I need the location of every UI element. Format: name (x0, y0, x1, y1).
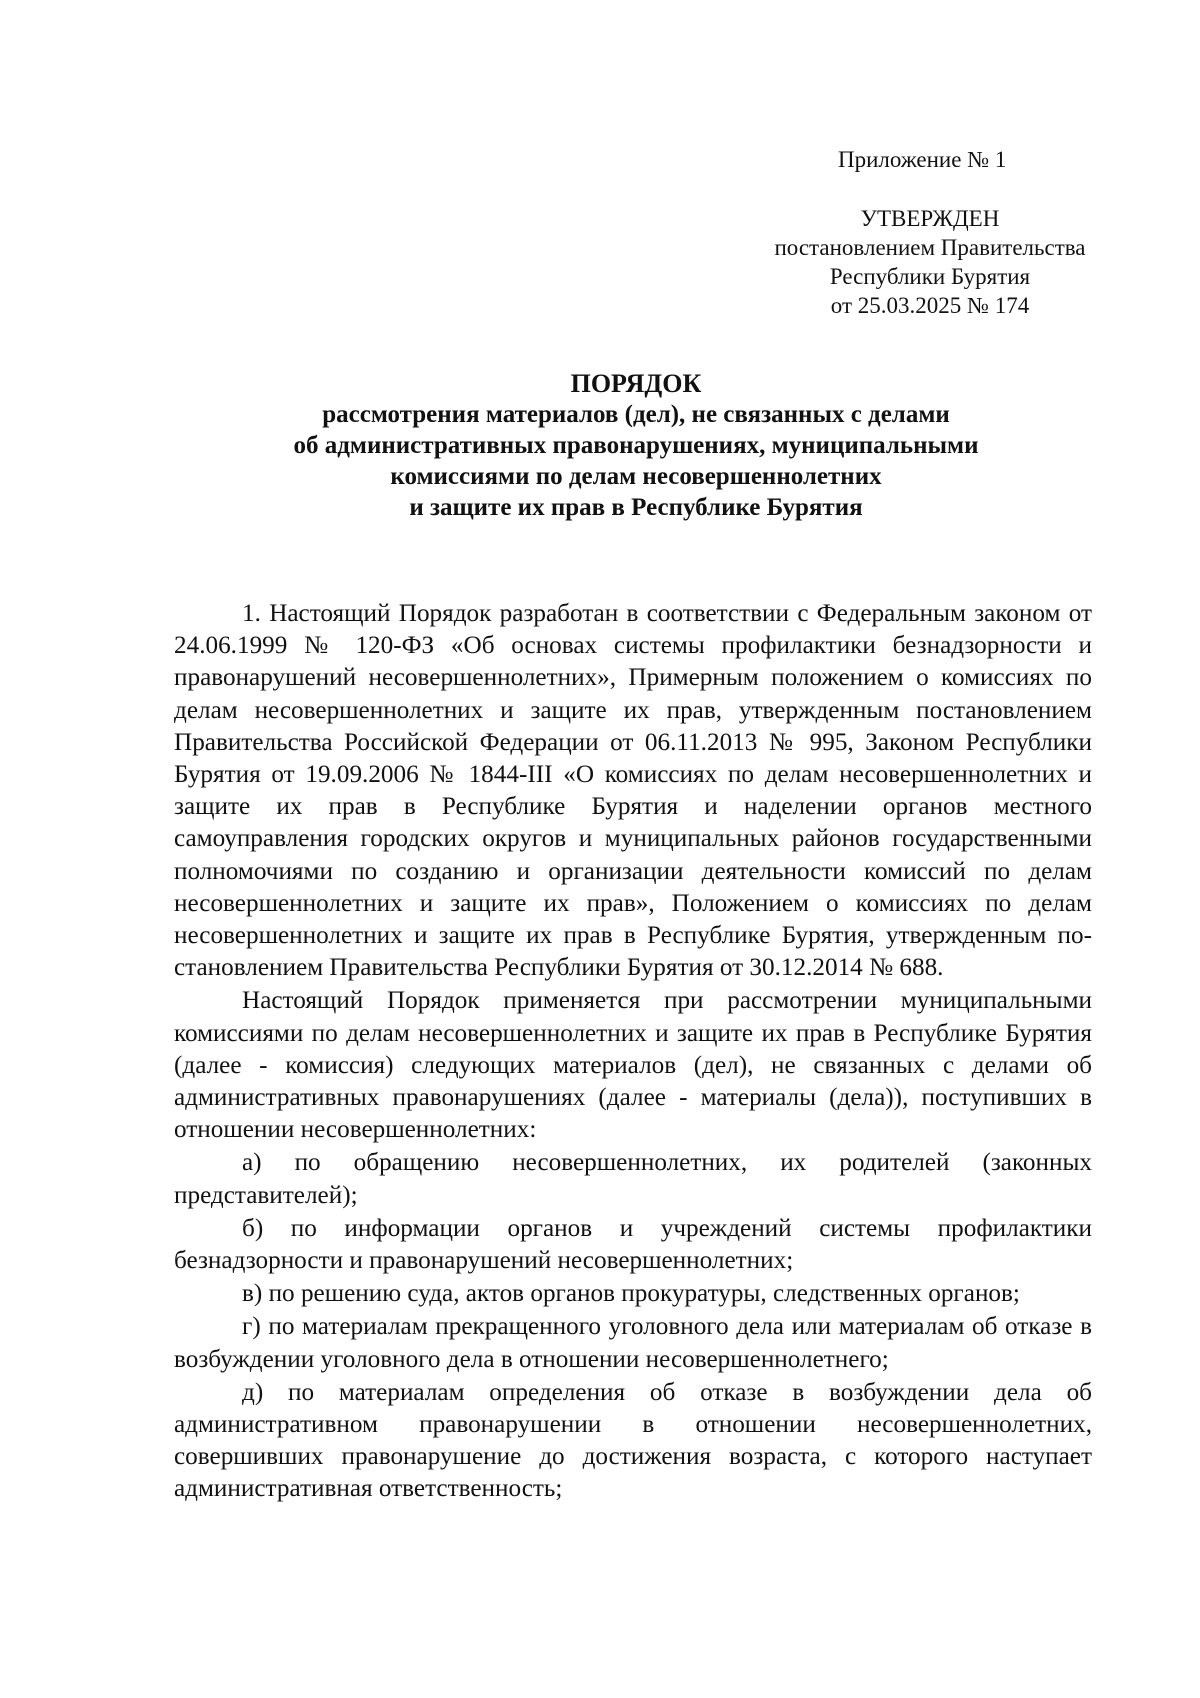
approval-line: от 25.03.2025 № 174 (830, 293, 1030, 318)
list-item-b: б) по информации органов и учреждений системы профилактики безнадзорности и правонарушений несовершеннолетних; (174, 1214, 1092, 1275)
approval-line: постановлением Правительства (774, 235, 1086, 260)
appendix-label: Приложение № 1 (838, 147, 1007, 172)
document-title-line: комиссиями по делам несовершеннолетних (390, 463, 882, 490)
approval-stamp-block (740, 204, 1120, 320)
list-item-a: а) по обращению несовершеннолетних, их родителей (законных представителей); (174, 1149, 1092, 1209)
document-title-line: и защите их прав в Республике Бурятия (409, 494, 863, 521)
paragraph-1: 1. Настоящий Порядок разработан в соответствии с Федеральным законом от 24.06.1999 № 120-ФЗ «Об основах системы профилактики безнадзорности и правонарушений несовершеннолетних», Примерным положением о комиссиях по делам несовершеннолетних и защите их прав, утвержденным постановлением Правительства Российской Федерации от 06.11.2013 № 995, Законом Республики Бурятия от 19.09.2006 № 1844-III «О комиссиях по делам несовершеннолетних и защите их прав в Республике Бурятия и наделении органов местного самоуправления городских округов и муниципальных районов государственными полномочиями по созданию и организации деятельности комиссий по делам несовершеннолетних и защите их прав», Положением о комиссиях по делам несовершеннолетних и защите их прав в Республике Бурятия, утвержденным постановлением Правительства Республики Бурятия от 30.12.2014 № 688. (174, 600, 1092, 982)
list-item-v: в) по решению суда, актов органов прокуратуры, следственных органов; (242, 1280, 1020, 1308)
paragraph-scope: Настоящий Порядок применяется при рассмотрении муниципальными комиссиями по делам несовершеннолетних и защите их прав в Республике Бурятия (далее - комиссия) следующих материалов (дел), не связанных с делами об административных правонарушениях (далее - материалы (дела)), поступивших в отношении несовершеннолетних: (174, 987, 1092, 1144)
document-title-line: рассмотрения материалов (дел), не связанных с делами (322, 401, 950, 428)
approval-line: УТВЕРЖДЕН (860, 206, 1000, 231)
document-body (174, 598, 1092, 1506)
document-title-line: об административных правонарушениях, муниципальными (293, 432, 979, 459)
list-item-g: г) по материалам прекращенного уголовного дела или материалам об отказе в возбуждении уголовного дела в отношении несовершеннолетнего; (174, 1313, 1092, 1373)
document-title (140, 368, 1132, 523)
list-item-d: д) по материалам определения об отказе в возбуждении дела об административном правонарушении в отношении несовершеннолетних, совершивших правонарушение до достижения возраста, с которого наступает административная ответственность; (174, 1378, 1092, 1503)
document-title-main: ПОРЯДОК (570, 369, 702, 398)
approval-line: Республики Бурятия (829, 264, 1031, 289)
